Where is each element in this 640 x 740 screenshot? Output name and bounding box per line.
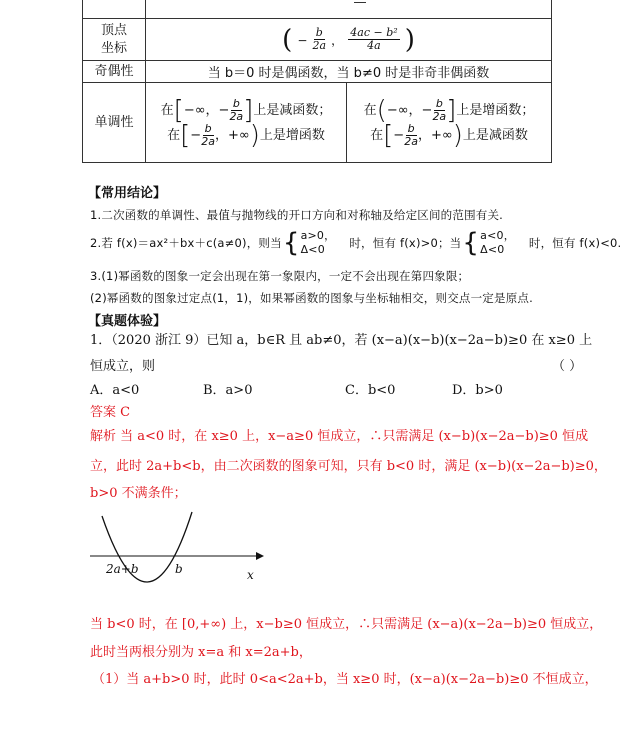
- graph-label-b: b: [175, 562, 183, 576]
- vertex-label: 顶点 坐标: [83, 19, 146, 61]
- conclusion-system-1: a>0， Δ<0: [300, 229, 336, 256]
- mono-left-line2: 在[− $\frac{b}{2a}$ ，+∞)上是增函数: [167, 120, 325, 150]
- x-axis-arrow: [256, 552, 264, 560]
- mono-left-line1: 在[−∞，− $\frac{b}{2a}$ ]上是减函数；: [160, 95, 332, 125]
- option-d: D．b>0: [452, 383, 503, 398]
- conclusion-system-2: a<0， Δ<0: [480, 229, 515, 256]
- graph-label-x: x: [247, 568, 254, 582]
- vertex-formula: ( − $\frac{b}{2a}$ ， $\frac{\text{4ac − b²}}{4a}$ ): [146, 19, 552, 61]
- conclusion-item-3: 3.(1)幂函数的图象一定会出现在第一象限内，一定不会出现在第四象限；: [90, 269, 470, 283]
- properties-table: [82, 0, 552, 163]
- monotonicity-label: 单调性: [83, 83, 146, 163]
- parity-text: 当 b＝0 时是偶函数，当 b≠0 时是非奇非偶函数: [146, 61, 552, 83]
- analysis-line-3: b>0 不满条件；: [90, 486, 187, 501]
- mono-right-cell: [347, 83, 552, 163]
- analysis-line-4: 当 b<0 时，在 [0,+∞) 上，x−b≥0 恒成立，∴只需满足 (x−a)(x−2a−b)≥0 恒成立，: [90, 617, 603, 632]
- exam-heading: 【真题体验】: [88, 314, 167, 329]
- parity-label: 奇偶性: [83, 61, 146, 83]
- option-c: C．b<0: [345, 383, 396, 398]
- parabola-graph: [88, 510, 268, 600]
- mono-right-line1: 在(−∞，− $\frac{b}{2a}$ ]上是增函数；: [363, 95, 535, 125]
- conclusion-item-4: (2)幂函数的图象过定点(1，1)，如果幂函数的图象与坐标轴相交，则交点一定是原点.: [90, 291, 533, 305]
- top-label-cell: [83, 0, 146, 19]
- question-1-line1: 1．（2020 浙江 9）已知 a，b∈R 且 ab≠0，若 (x−a)(x−b)(x−2a−b)≥0 在 x≥0 上: [90, 333, 593, 348]
- analysis-line-6: （1）当 a+b>0 时，此时 0<a<2a+b，当 x≥0 时，(x−a)(x−2a−b)≥0 不恒成立，: [92, 672, 598, 687]
- analysis-line-2: 立，此时 2a+b<b，由二次函数的图象可知，只有 b<0 时，满足 (x−b)(x−2a−b)≥0，: [90, 459, 607, 474]
- top-content-cell: [146, 0, 552, 19]
- conclusions-heading: 【常用结论】: [88, 186, 167, 201]
- analysis-line-5: 此时当两根分别为 x=a 和 x=2a+b，: [90, 645, 312, 660]
- option-b: B．a>0: [203, 383, 253, 398]
- mono-right-line2: 在[− $\frac{b}{2a}$ ，+∞)上是减函数: [370, 120, 528, 150]
- conclusion-item-2: 2.若 f(x)＝ax²＋bx＋c(a≠0)，则当 { a>0， Δ<0 时，恒有 f(x)>0；当 { a<0， Δ<0 时，恒有 f(x)<0.: [90, 228, 622, 258]
- answer-paren: （ ）: [552, 359, 583, 374]
- analysis-line-1: 解析 当 a<0 时，在 x≥0 上，x−a≥0 恒成立，∴只需满足 (x−b)(x−2a−b)≥0 恒成: [90, 429, 589, 444]
- question-1-line2: 恒成立，则: [90, 359, 156, 374]
- graph-label-2a-b: 2a+b: [106, 562, 139, 576]
- option-a: A．a<0: [90, 383, 140, 398]
- answer-line: 答案 C: [90, 405, 131, 420]
- conclusion-item-1: 1.二次函数的单调性、最值与抛物线的开口方向和对称轴及给定区间的范围有关.: [90, 208, 504, 222]
- mono-left-cell: [146, 83, 347, 163]
